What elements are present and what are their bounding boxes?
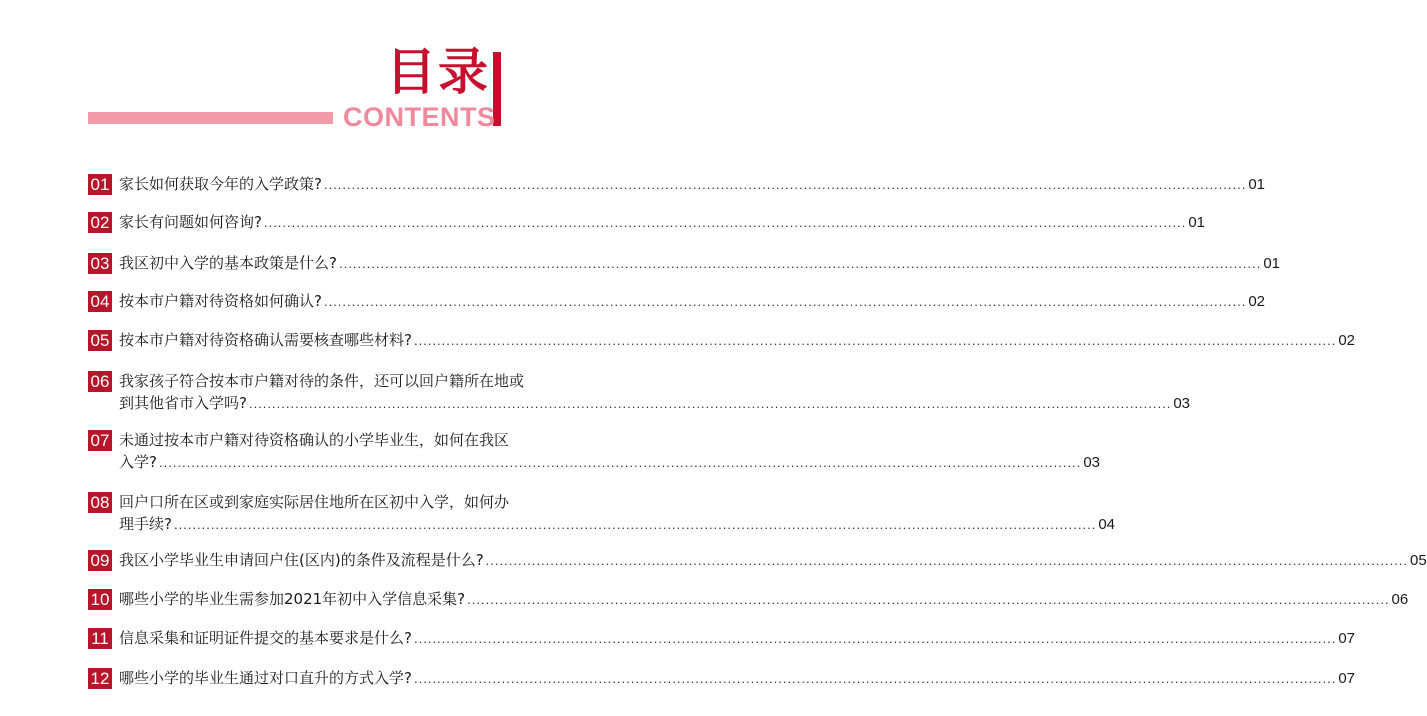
- toc-leader-dots: ........................................................................................................................................................................................................: [413, 631, 1337, 646]
- toc-entry-text: 未通过按本市户籍对待资格确认的小学毕业生，如何在我区: [119, 431, 510, 449]
- toc-entry-text: 家长如何获取今年的入学政策?: [119, 175, 322, 193]
- toc-entry-line: [119, 667, 1356, 689]
- toc-page-number: 02: [1248, 293, 1266, 310]
- toc-page-number: 02: [1338, 332, 1356, 349]
- toc-page-number: 01: [1248, 176, 1266, 193]
- toc-entry-number: 04: [88, 291, 112, 312]
- toc-entry-line: [119, 549, 1427, 571]
- toc-entry-text: 按本市户籍对待资格如何确认?: [119, 292, 322, 310]
- toc-entry-line: [119, 392, 1191, 414]
- toc-entry-line: [119, 588, 1409, 610]
- toc-page-number: 01: [1188, 214, 1206, 231]
- toc-entry-text: 我区小学毕业生申请回户住(区内)的条件及流程是什么?: [119, 551, 484, 569]
- toc-leader-dots: ........................................................................................................................................................................................................: [323, 177, 1247, 192]
- toc-entry-text: 理手续?: [119, 515, 172, 533]
- toc-leader-dots: ........................................................................................................................................................................................................: [158, 455, 1082, 470]
- toc-entry-text: 我家孩子符合按本市户籍对待的条件，还可以回户籍所在地或: [119, 372, 525, 390]
- toc-leader-dots: ........................................................................................................................................................................................................: [263, 215, 1187, 230]
- toc-entry-line: [119, 173, 1266, 195]
- toc-entry-line: [119, 513, 1116, 535]
- toc-entry-text: 回户口所在区或到家庭实际居住地所在区初中入学，如何办: [119, 493, 510, 511]
- toc-page-number: 03: [1083, 454, 1101, 471]
- toc-entry-number: 03: [88, 253, 112, 274]
- toc-page-number: 01: [1263, 255, 1281, 272]
- toc-page-number: 07: [1338, 670, 1356, 687]
- toc-entry-text: 信息采集和证明证件提交的基本要求是什么?: [119, 629, 412, 647]
- toc-entry-number: 07: [88, 430, 112, 451]
- toc-entry-line: [119, 290, 1266, 312]
- toc-page-number: 06: [1391, 591, 1409, 608]
- toc-leader-dots: ........................................................................................................................................................................................................: [173, 517, 1097, 532]
- page-subtitle: CONTENTS: [343, 102, 496, 132]
- toc-entry-text: 入学?: [119, 453, 157, 471]
- toc-entry-line: [119, 491, 519, 513]
- toc-leader-dots: ........................................................................................................................................................................................................: [338, 256, 1262, 271]
- toc-entry-number: 09: [88, 550, 112, 571]
- toc-page-number: 04: [1098, 516, 1116, 533]
- toc-entry-line: [119, 329, 1356, 351]
- toc-entry-line: [119, 627, 1356, 649]
- toc-entry-text: 家长有问题如何咨询?: [119, 213, 262, 231]
- toc-entry-text: 哪些小学的毕业生通过对口直升的方式入学?: [119, 669, 412, 687]
- toc-leader-dots: ........................................................................................................................................................................................................: [323, 294, 1247, 309]
- toc-entry-text: 哪些小学的毕业生需参加2021年初中入学信息采集?: [119, 590, 466, 608]
- toc-leader-dots: ........................................................................................................................................................................................................: [413, 333, 1337, 348]
- toc-entry-line: [119, 211, 1206, 233]
- toc-leader-dots: ........................................................................................................................................................................................................: [485, 553, 1409, 568]
- decorative-pink-bar: [88, 112, 333, 124]
- toc-page-number: 05: [1410, 552, 1427, 569]
- toc-entry-line: [119, 252, 1281, 274]
- toc-header: [0, 0, 600, 140]
- toc-entry-text: 到其他省市入学吗?: [119, 394, 247, 412]
- toc-entry-line: [119, 370, 525, 392]
- toc-entry-line: [119, 429, 519, 451]
- toc-entry-number: 05: [88, 330, 112, 351]
- toc-entry-text: 我区初中入学的基本政策是什么?: [119, 254, 337, 272]
- toc-entry-number: 01: [88, 174, 112, 195]
- page-title: 目录: [386, 43, 490, 101]
- toc-leader-dots: ........................................................................................................................................................................................................: [248, 396, 1172, 411]
- toc-entry-number: 06: [88, 371, 112, 392]
- toc-entry-number: 12: [88, 668, 112, 689]
- toc-leader-dots: ........................................................................................................................................................................................................: [413, 671, 1337, 686]
- toc-entry-line: [119, 451, 1101, 473]
- toc-entry-text: 按本市户籍对待资格确认需要核查哪些材料?: [119, 331, 412, 349]
- toc-entry-number: 02: [88, 212, 112, 233]
- toc-leader-dots: ........................................................................................................................................................................................................: [467, 592, 1390, 607]
- toc-entry-number: 08: [88, 492, 112, 513]
- toc-entry-number: 11: [88, 628, 112, 649]
- toc-page-number: 07: [1338, 630, 1356, 647]
- toc-entry-number: 10: [88, 589, 112, 610]
- toc-page-number: 03: [1173, 395, 1191, 412]
